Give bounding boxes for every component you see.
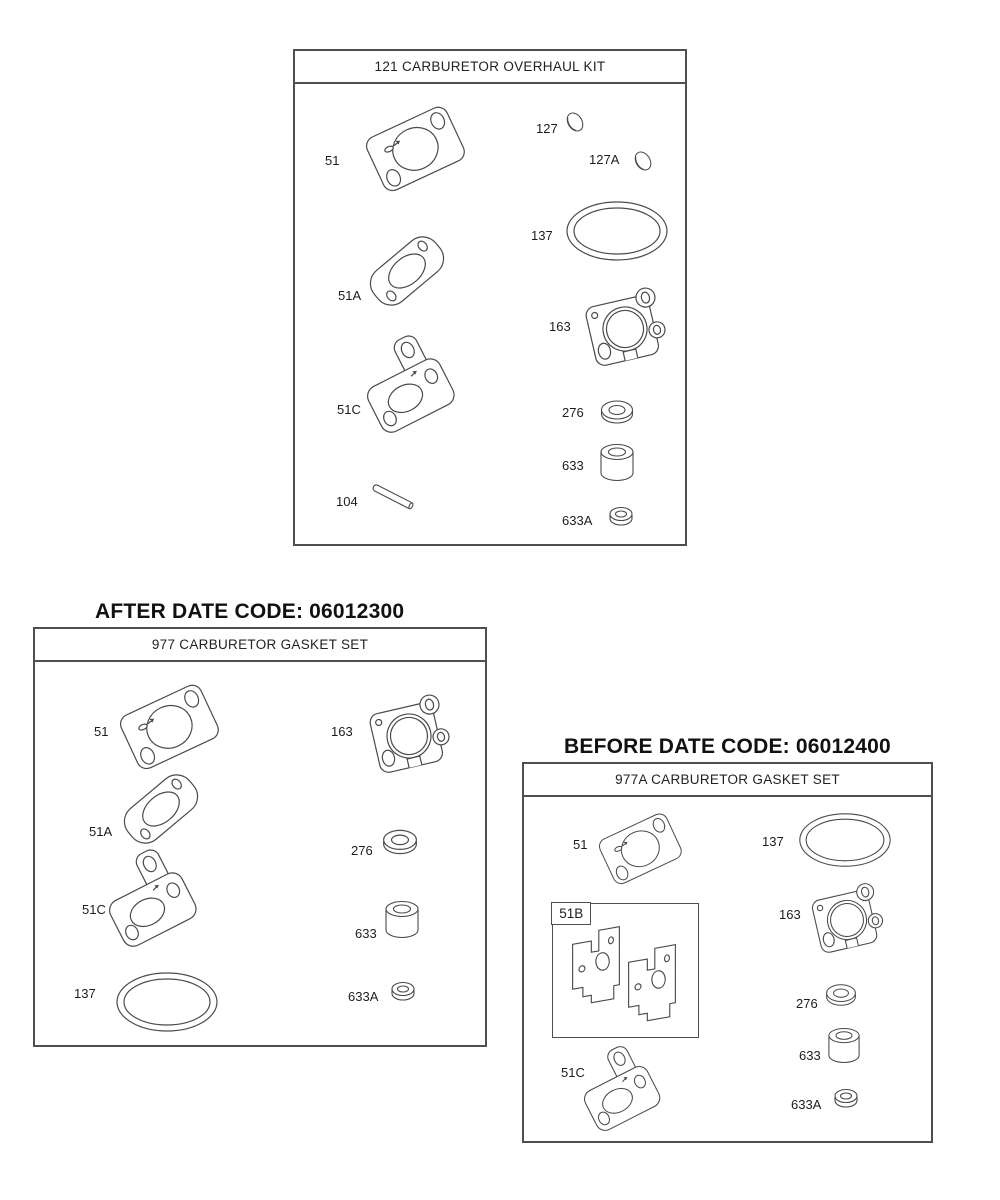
part-51a-label: 51A bbox=[338, 288, 362, 303]
part-51b-label: 51B bbox=[551, 902, 591, 925]
gasket-163-icon bbox=[810, 880, 884, 960]
part-163-label: 163 bbox=[549, 319, 571, 334]
gasket-set-977-title: 977 CARBURETOR GASKET SET bbox=[35, 629, 485, 662]
gasket-51-icon bbox=[119, 671, 219, 781]
part-51c-label: 51C bbox=[82, 902, 106, 917]
part-633a-label: 633A bbox=[562, 513, 593, 528]
spacer-633-icon bbox=[599, 442, 635, 482]
part-633a-label: 633A bbox=[348, 989, 379, 1004]
part-276-label: 276 bbox=[562, 405, 584, 420]
spacer-633-icon bbox=[827, 1026, 861, 1064]
overhaul-kit-title: 121 CARBURETOR OVERHAUL KIT bbox=[295, 51, 685, 84]
before-date-code-heading: BEFORE DATE CODE: 06012400 bbox=[564, 735, 891, 758]
after-date-code-heading: AFTER DATE CODE: 06012300 bbox=[95, 600, 405, 623]
gasket-set-977-box bbox=[33, 627, 487, 1047]
gasket-51-icon bbox=[598, 802, 682, 894]
gasket-163-icon bbox=[369, 691, 449, 781]
gasket-51c-icon bbox=[109, 851, 194, 951]
gasket-51-icon bbox=[365, 93, 465, 203]
gasket-set-977a-title: 977A CARBURETOR GASKET SET bbox=[524, 764, 931, 797]
gasket-51a-icon bbox=[367, 229, 447, 314]
part-127-label: 127 bbox=[536, 121, 558, 136]
part-51c-label: 51C bbox=[337, 402, 361, 417]
washer-276-icon bbox=[599, 398, 635, 426]
gasket-51b-icon bbox=[567, 922, 625, 1006]
part-51-label: 51 bbox=[573, 837, 588, 852]
washer-276-icon bbox=[381, 827, 419, 857]
part-163-label: 163 bbox=[779, 907, 801, 922]
pin-104-icon bbox=[371, 482, 415, 512]
gasket-51a-icon bbox=[121, 767, 201, 852]
overhaul-kit-box bbox=[293, 49, 687, 546]
washer-633a-icon bbox=[390, 981, 416, 1001]
part-137-label: 137 bbox=[74, 986, 96, 1001]
seal-127-icon bbox=[563, 109, 587, 135]
part-137-label: 137 bbox=[762, 834, 784, 849]
gasket-163-icon bbox=[585, 284, 665, 374]
gasket-51c-icon bbox=[367, 337, 452, 437]
o-ring-137-icon bbox=[115, 969, 219, 1035]
gasket-51c-icon bbox=[584, 1046, 658, 1136]
part-104-label: 104 bbox=[336, 494, 358, 509]
part-276-label: 276 bbox=[796, 996, 818, 1011]
part-137-label: 137 bbox=[531, 228, 553, 243]
washer-633a-icon bbox=[833, 1088, 859, 1108]
part-51c-label: 51C bbox=[561, 1065, 585, 1080]
o-ring-137-icon bbox=[565, 200, 669, 262]
gasket-set-977a-box bbox=[522, 762, 933, 1143]
part-633-label: 633 bbox=[562, 458, 584, 473]
seal-127a-icon bbox=[631, 146, 655, 176]
o-ring-137-icon bbox=[798, 810, 892, 870]
spacer-633-icon bbox=[384, 899, 420, 939]
part-633-label: 633 bbox=[799, 1048, 821, 1063]
gasket-51b-icon bbox=[623, 940, 681, 1024]
part-51-label: 51 bbox=[94, 724, 109, 739]
part-276-label: 276 bbox=[351, 843, 373, 858]
part-51a-label: 51A bbox=[89, 824, 113, 839]
part-51-label: 51 bbox=[325, 153, 340, 168]
part-163-label: 163 bbox=[331, 724, 353, 739]
part-127a-label: 127A bbox=[589, 152, 620, 167]
part-51b-group-box bbox=[552, 903, 699, 1038]
part-633a-label: 633A bbox=[791, 1097, 822, 1112]
washer-633a-icon bbox=[608, 506, 634, 526]
part-633-label: 633 bbox=[355, 926, 377, 941]
washer-276-icon bbox=[824, 982, 858, 1008]
